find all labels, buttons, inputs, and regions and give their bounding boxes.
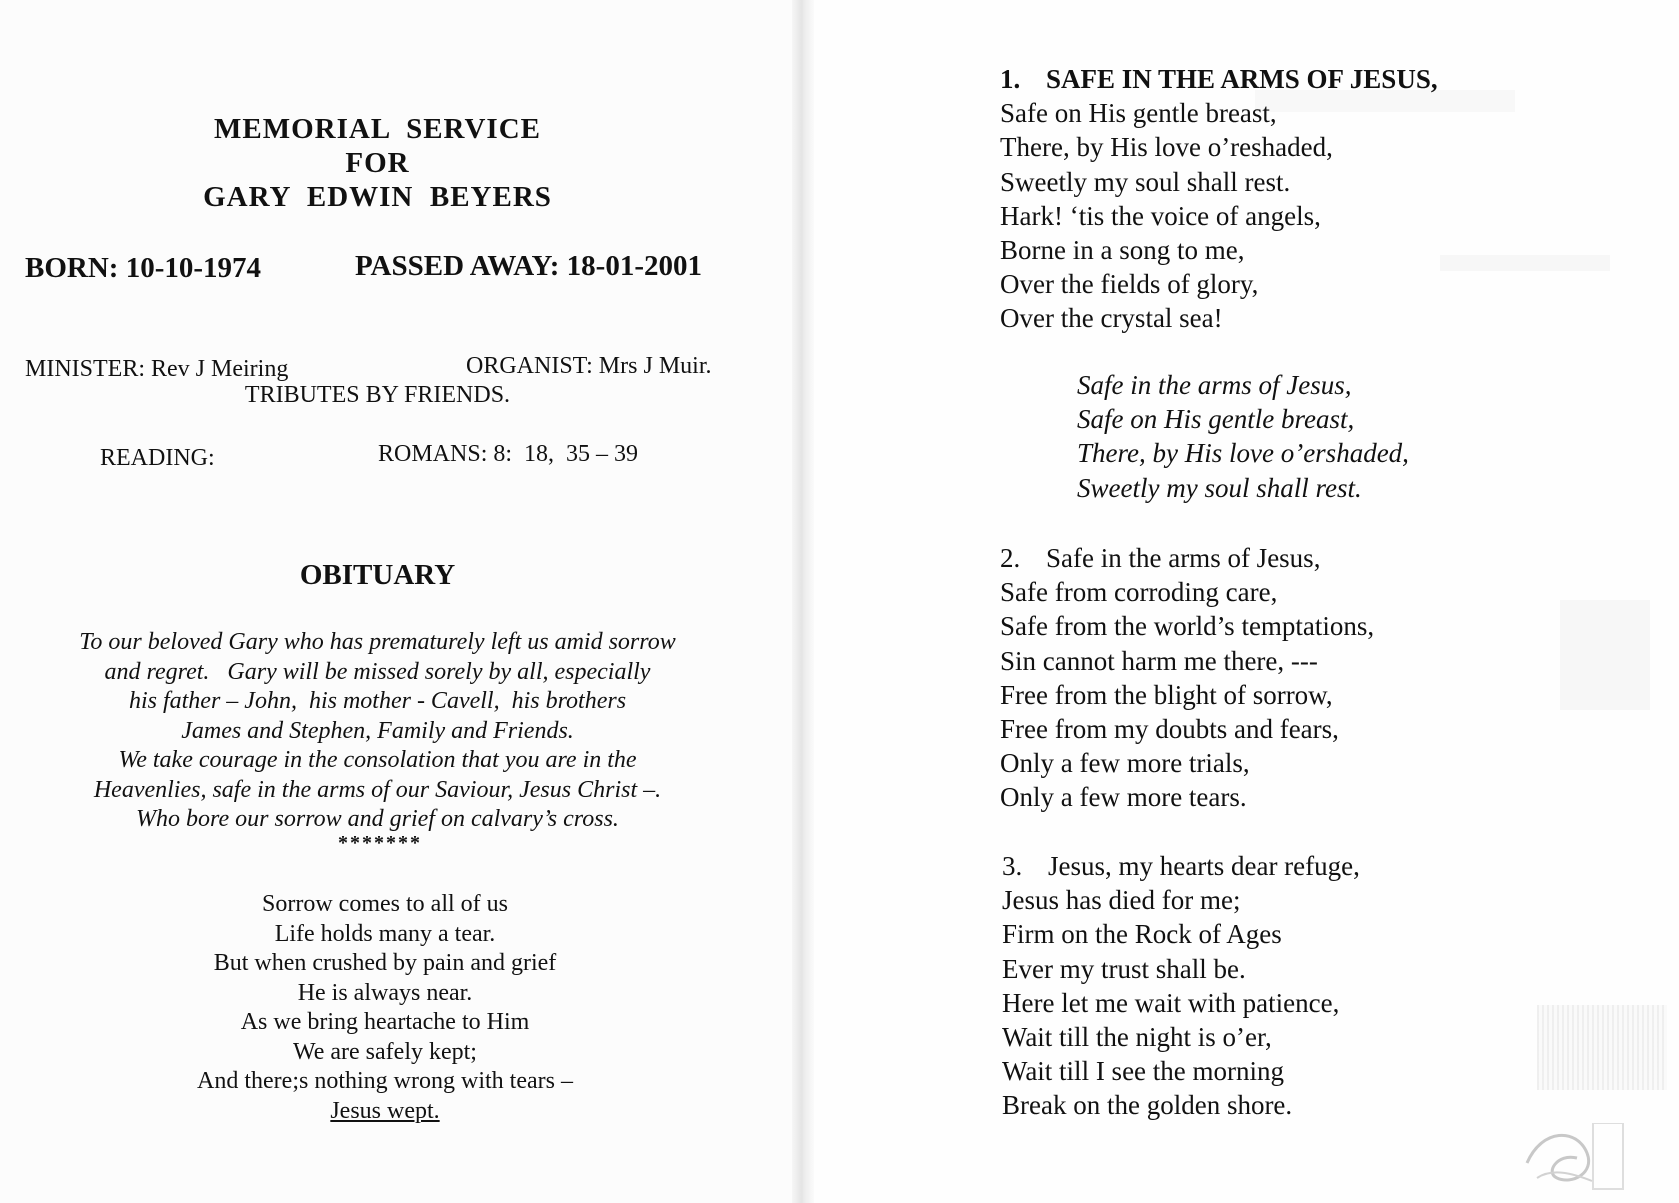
verse-line: Wait till the night is o’er, xyxy=(1002,1022,1272,1053)
title-line: MEMORIAL SERVICE xyxy=(214,113,541,145)
chorus-line: Safe on His gentle breast, xyxy=(1077,404,1355,435)
organist-line: ORGANIST: Mrs J Muir. xyxy=(466,353,712,379)
reading-label: READING: xyxy=(100,445,215,471)
verse-line: Over the fields of glory, xyxy=(1000,269,1259,300)
verse-number: 2. xyxy=(1000,543,1021,573)
hymn-verse-1 xyxy=(1000,62,1438,336)
poem-line: But when crushed by pain and grief xyxy=(213,950,557,976)
verse-line: Hark! ‘tis the voice of angels, xyxy=(1000,200,1321,231)
poem-line: Sorrow comes to all of us xyxy=(262,891,508,917)
verse-first-line xyxy=(1002,849,1360,883)
verse-line: Only a few more trials, xyxy=(1000,748,1250,779)
chorus-line: Sweetly my soul shall rest. xyxy=(1077,472,1362,503)
chorus-line: There, by His love o’ershaded, xyxy=(1077,438,1409,469)
passed-away-date: PASSED AWAY: 18-01-2001 xyxy=(355,250,702,282)
hymn-verse-3 xyxy=(1002,849,1360,1123)
poem-line: And there;s nothing wrong with tears – xyxy=(197,1068,573,1094)
verse-line: Safe from the world’s temptations, xyxy=(1000,611,1375,642)
poem xyxy=(0,890,770,1126)
obituary-line: James and Stephen, Family and Friends. xyxy=(181,717,574,744)
verse-line: Wait till I see the morning xyxy=(1002,1056,1285,1087)
verse-line: Safe on His gentle breast, xyxy=(1000,98,1277,129)
born-date: BORN: 10-10-1974 xyxy=(25,252,262,284)
verse-line: Free from my doubts and fears, xyxy=(1000,714,1339,745)
verse-line: Only a few more tears. xyxy=(1000,782,1247,813)
reading-reference: ROMANS: 8: 18, 35 – 39 xyxy=(378,441,639,467)
verse-title: Jesus, my hearts dear refuge, xyxy=(1048,851,1360,881)
verse-number: 3. xyxy=(1002,851,1023,881)
tributes-line: TRIBUTES BY FRIENDS. xyxy=(244,382,511,408)
poem-last-line: Jesus wept. xyxy=(330,1097,440,1124)
poem-line: We are safely kept; xyxy=(293,1038,477,1065)
chorus-line: Safe in the arms of Jesus, xyxy=(1077,370,1352,400)
poem-line: He is always near. xyxy=(297,979,473,1006)
verse-line: Ever my trust shall be. xyxy=(1002,953,1246,984)
obituary-line: We take courage in the consolation that you are in the xyxy=(118,747,637,773)
verse-line: Borne in a song to me, xyxy=(1000,235,1245,266)
obituary-line: To our beloved Gary who has prematurely left us amid sorrow xyxy=(79,629,676,655)
publisher-logo-icon xyxy=(1517,1123,1627,1191)
memorial-title xyxy=(0,112,755,214)
obituary-line: his father – John, his mother - Cavell, his brothers xyxy=(128,688,627,714)
verse-line: Sin cannot harm me there, --- xyxy=(1000,645,1318,676)
verse-title: Safe in the arms of Jesus, xyxy=(1046,543,1321,573)
title-line: FOR xyxy=(345,147,410,179)
verse-title: SAFE IN THE ARMS OF JESUS, xyxy=(1046,64,1438,94)
verse-line: Firm on the Rock of Ages xyxy=(1002,919,1282,950)
poem-line: Life holds many a tear. xyxy=(274,920,496,947)
obituary-heading: OBITUARY xyxy=(299,559,456,591)
obituary-line: Who bore our sorrow and grief on calvary’s cross. xyxy=(136,806,619,832)
verse-first-line xyxy=(1000,541,1374,575)
obituary-line: Heavenlies, safe in the arms of our Saviour, Jesus Christ –. xyxy=(93,776,662,803)
verse-line: There, by His love o’reshaded, xyxy=(1000,132,1333,163)
barcode-mark xyxy=(1537,1005,1667,1090)
verse-line: Free from the blight of sorrow, xyxy=(1000,679,1333,710)
verse-line: Here let me wait with patience, xyxy=(1002,987,1340,1018)
page-fold xyxy=(792,0,814,1203)
verse-line: Safe from corroding care, xyxy=(1000,577,1278,608)
bleed-through-mark xyxy=(1440,255,1610,271)
title-line: GARY EDWIN BEYERS xyxy=(203,181,552,213)
verse-first-line xyxy=(1000,62,1438,96)
separator-stars: ******* xyxy=(338,832,422,854)
minister-line: MINISTER: Rev J Meiring xyxy=(25,356,289,382)
obituary-line: and regret. Gary will be missed sorely by all, especially xyxy=(104,658,651,685)
bleed-through-mark xyxy=(1560,600,1650,710)
verse-line: Break on the golden shore. xyxy=(1002,1090,1293,1121)
hymn-verse-2 xyxy=(1000,541,1374,815)
verse-line: Jesus has died for me; xyxy=(1002,885,1241,916)
verse-line: Over the crystal sea! xyxy=(1000,303,1223,334)
verse-number: 1. xyxy=(1000,64,1021,94)
verse-line: Sweetly my soul shall rest. xyxy=(1000,166,1291,197)
obituary-text xyxy=(0,628,755,835)
poem-line: As we bring heartache to Him xyxy=(240,1009,530,1035)
hymn-chorus xyxy=(1077,368,1409,505)
